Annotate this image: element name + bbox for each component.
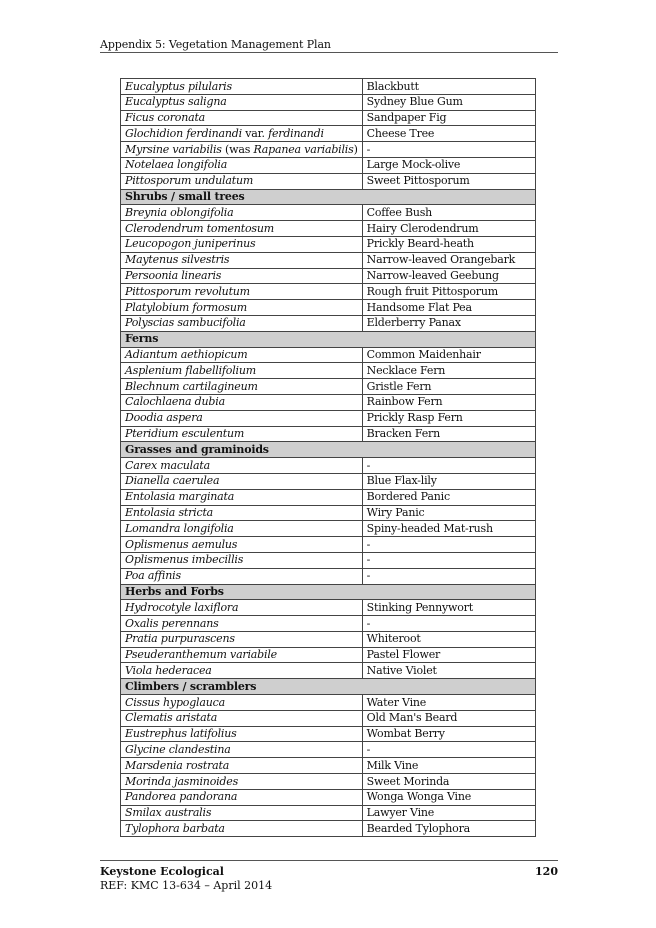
common-name-cell: Coffee Bush <box>362 205 535 221</box>
scientific-name-cell: Entolasia marginata <box>121 489 363 505</box>
common-name-cell: Sweet Morinda <box>362 774 535 790</box>
vegetation-species-table <box>120 78 536 837</box>
footer-organisation: Keystone Ecological <box>100 865 224 878</box>
table-row <box>121 568 536 584</box>
common-name-cell: Native Violet <box>362 663 535 679</box>
table-row <box>121 284 536 300</box>
scientific-name-cell: Adiantum aethiopicum <box>121 347 363 363</box>
scientific-name-cell: Lomandra longifolia <box>121 521 363 537</box>
table-row <box>121 663 536 679</box>
table-row <box>121 821 536 837</box>
table-row <box>121 300 536 316</box>
scientific-name-cell: Blechnum cartilagineum <box>121 379 363 395</box>
scientific-name-cell: Oxalis perennans <box>121 616 363 632</box>
scientific-name-cell: Clerodendrum tomentosum <box>121 221 363 237</box>
table-row <box>121 142 536 158</box>
species-table-body <box>121 79 536 837</box>
section-title: Shrubs / small trees <box>121 189 536 205</box>
scientific-name-cell: Breynia oblongifolia <box>121 205 363 221</box>
common-name-cell: Rough fruit Pittosporum <box>362 284 535 300</box>
page-header: Appendix 5: Vegetation Management Plan <box>100 38 331 51</box>
page-number: 120 <box>535 865 558 878</box>
scientific-name-cell: Smilax australis <box>121 805 363 821</box>
scientific-name-cell: Pteridium esculentum <box>121 426 363 442</box>
common-name-cell: Gristle Fern <box>362 379 535 395</box>
common-name-cell: Rainbow Fern <box>362 394 535 410</box>
scientific-name-cell: Clematis aristata <box>121 710 363 726</box>
common-name-cell: Blackbutt <box>362 79 535 95</box>
table-row <box>121 473 536 489</box>
scientific-name-cell: Calochlaena dubia <box>121 394 363 410</box>
common-name-cell: - <box>362 616 535 632</box>
common-name-cell: Sweet Pittosporum <box>362 173 535 189</box>
table-row <box>121 252 536 268</box>
scientific-name-cell: Doodia aspera <box>121 410 363 426</box>
common-name-cell: Bracken Fern <box>362 426 535 442</box>
scientific-name-cell: Pandorea pandorana <box>121 789 363 805</box>
section-header-row <box>121 679 536 695</box>
common-name-cell: - <box>362 552 535 568</box>
table-row <box>121 552 536 568</box>
table-row <box>121 363 536 379</box>
footer-divider <box>100 860 558 861</box>
common-name-cell: Cheese Tree <box>362 126 535 142</box>
table-row <box>121 394 536 410</box>
common-name-cell: - <box>362 142 535 158</box>
common-name-cell: Narrow-leaved Orangebark <box>362 252 535 268</box>
section-title: Herbs and Forbs <box>121 584 536 600</box>
section-header-row <box>121 189 536 205</box>
scientific-name-cell: Hydrocotyle laxiflora <box>121 600 363 616</box>
scientific-name-cell: Eucalyptus pilularis <box>121 79 363 95</box>
table-row <box>121 647 536 663</box>
scientific-name-cell: Pittosporum undulatum <box>121 173 363 189</box>
table-row <box>121 631 536 647</box>
table-row <box>121 600 536 616</box>
table-row <box>121 805 536 821</box>
table-row <box>121 726 536 742</box>
common-name-cell: Wonga Wonga Vine <box>362 789 535 805</box>
scientific-name-cell: Pratia purpurascens <box>121 631 363 647</box>
scientific-name-cell: Tylophora barbata <box>121 821 363 837</box>
section-title: Grasses and graminoids <box>121 442 536 458</box>
header-divider <box>100 52 558 53</box>
table-row <box>121 79 536 95</box>
table-row <box>121 789 536 805</box>
scientific-name-cell: Ficus coronata <box>121 110 363 126</box>
table-row <box>121 221 536 237</box>
common-name-cell: Pastel Flower <box>362 647 535 663</box>
common-name-cell: Old Man's Beard <box>362 710 535 726</box>
section-title: Ferns <box>121 331 536 347</box>
common-name-cell: Sydney Blue Gum <box>362 94 535 110</box>
table-row <box>121 94 536 110</box>
scientific-name-cell: Marsdenia rostrata <box>121 758 363 774</box>
scientific-name-cell: Pseuderanthemum variabile <box>121 647 363 663</box>
table-row <box>121 236 536 252</box>
scientific-name-cell: Entolasia stricta <box>121 505 363 521</box>
common-name-cell: Bearded Tylophora <box>362 821 535 837</box>
table-row <box>121 489 536 505</box>
table-row <box>121 758 536 774</box>
section-title: Climbers / scramblers <box>121 679 536 695</box>
common-name-cell: - <box>362 458 535 474</box>
common-name-cell: - <box>362 537 535 553</box>
table-row <box>121 110 536 126</box>
common-name-cell: Spiny-headed Mat-rush <box>362 521 535 537</box>
scientific-name-cell: Notelaea longifolia <box>121 157 363 173</box>
table-row <box>121 410 536 426</box>
scientific-name-cell: Asplenium flabellifolium <box>121 363 363 379</box>
common-name-cell: Wiry Panic <box>362 505 535 521</box>
common-name-cell: Sandpaper Fig <box>362 110 535 126</box>
scientific-name-cell: Viola hederacea <box>121 663 363 679</box>
table-row <box>121 616 536 632</box>
common-name-cell: Elderberry Panax <box>362 315 535 331</box>
scientific-name-cell: Glochidion ferdinandi var. ferdinandi <box>121 126 363 142</box>
table-row <box>121 157 536 173</box>
scientific-name-cell: Platylobium formosum <box>121 300 363 316</box>
scientific-name-cell: Poa affinis <box>121 568 363 584</box>
common-name-cell: Necklace Fern <box>362 363 535 379</box>
common-name-cell: Large Mock-olive <box>362 157 535 173</box>
table-row <box>121 742 536 758</box>
table-row <box>121 426 536 442</box>
common-name-cell: Hairy Clerodendrum <box>362 221 535 237</box>
scientific-name-cell: Myrsine variabilis (was Rapanea variabilis) <box>121 142 363 158</box>
scientific-name-cell: Morinda jasminoides <box>121 774 363 790</box>
common-name-cell: Prickly Rasp Fern <box>362 410 535 426</box>
common-name-cell: Whiteroot <box>362 631 535 647</box>
common-name-cell: Wombat Berry <box>362 726 535 742</box>
common-name-cell: Handsome Flat Pea <box>362 300 535 316</box>
scientific-name-cell: Glycine clandestina <box>121 742 363 758</box>
table-row <box>121 315 536 331</box>
common-name-cell: Narrow-leaved Geebung <box>362 268 535 284</box>
scientific-name-cell: Maytenus silvestris <box>121 252 363 268</box>
common-name-cell: - <box>362 742 535 758</box>
scientific-name-cell: Persoonia linearis <box>121 268 363 284</box>
table-row <box>121 268 536 284</box>
table-row <box>121 537 536 553</box>
common-name-cell: Stinking Pennywort <box>362 600 535 616</box>
common-name-cell: Bordered Panic <box>362 489 535 505</box>
table-row <box>121 774 536 790</box>
section-header-row <box>121 331 536 347</box>
common-name-cell: Water Vine <box>362 695 535 711</box>
common-name-cell: - <box>362 568 535 584</box>
table-row <box>121 347 536 363</box>
common-name-cell: Lawyer Vine <box>362 805 535 821</box>
table-row <box>121 710 536 726</box>
scientific-name-cell: Pittosporum revolutum <box>121 284 363 300</box>
scientific-name-cell: Polyscias sambucifolia <box>121 315 363 331</box>
scientific-name-cell: Oplismenus aemulus <box>121 537 363 553</box>
scientific-name-cell: Eucalyptus saligna <box>121 94 363 110</box>
section-header-row <box>121 442 536 458</box>
scientific-name-cell: Oplismenus imbecillis <box>121 552 363 568</box>
table-row <box>121 126 536 142</box>
scientific-name-cell: Leucopogon juniperinus <box>121 236 363 252</box>
common-name-cell: Milk Vine <box>362 758 535 774</box>
scientific-name-cell: Carex maculata <box>121 458 363 474</box>
common-name-cell: Blue Flax-lily <box>362 473 535 489</box>
common-name-cell: Common Maidenhair <box>362 347 535 363</box>
table-row <box>121 173 536 189</box>
scientific-name-cell: Eustrephus latifolius <box>121 726 363 742</box>
section-header-row <box>121 584 536 600</box>
table-row <box>121 458 536 474</box>
table-row <box>121 505 536 521</box>
table-row <box>121 379 536 395</box>
scientific-name-cell: Cissus hypoglauca <box>121 695 363 711</box>
common-name-cell: Prickly Beard-heath <box>362 236 535 252</box>
table-row <box>121 695 536 711</box>
scientific-name-cell: Dianella caerulea <box>121 473 363 489</box>
table-row <box>121 205 536 221</box>
footer-reference: REF: KMC 13-634 – April 2014 <box>100 879 273 892</box>
table-row <box>121 521 536 537</box>
